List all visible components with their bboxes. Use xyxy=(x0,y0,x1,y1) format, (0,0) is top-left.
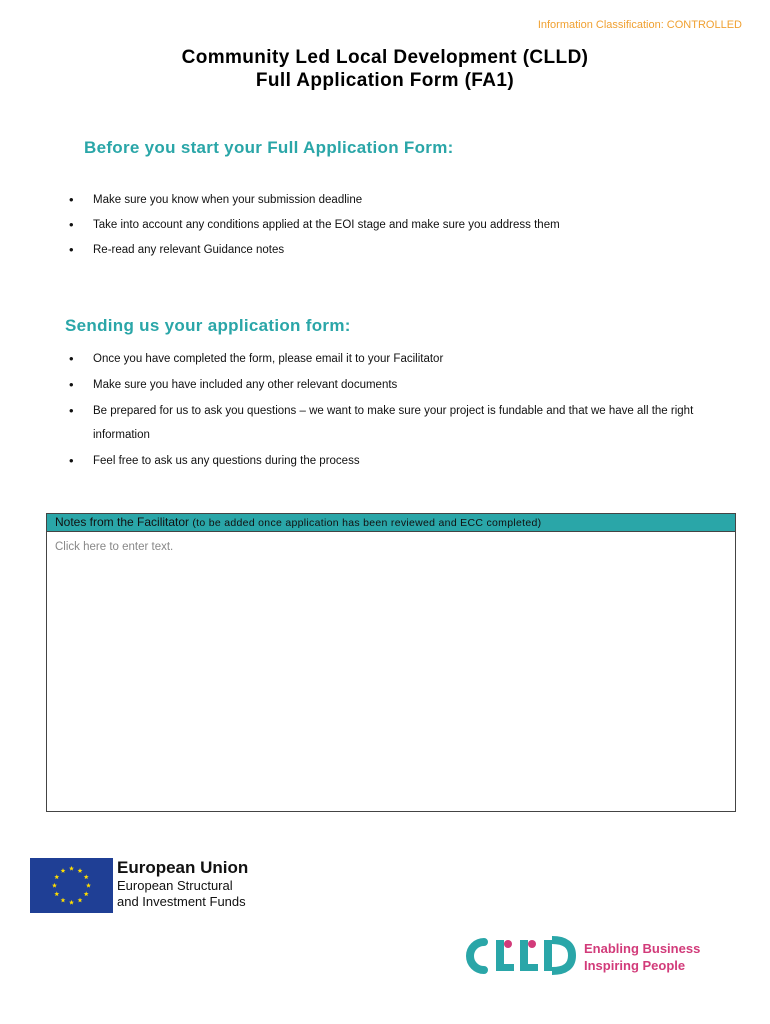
list-item: • Take into account any conditions applied at the EOI stage and make sure you address them xyxy=(0,213,733,238)
eu-star-icon xyxy=(61,868,66,873)
eu-star-icon xyxy=(69,866,74,871)
document-title xyxy=(0,46,770,92)
notes-text-field[interactable]: Click here to enter text. xyxy=(55,541,174,553)
eu-subtitle-1: European Structural xyxy=(117,878,233,893)
before-list xyxy=(0,188,733,263)
eu-star-icon xyxy=(69,900,74,905)
list-item: • Make sure you have included any other relevant documents xyxy=(0,373,733,397)
sending-list xyxy=(0,347,733,475)
list-item: • Make sure you know when your submission deadline xyxy=(0,188,733,213)
classification-label: Information Classification: CONTROLLED xyxy=(537,19,742,31)
list-item: • Once you have completed the form, please email it to your Facilitator xyxy=(0,347,733,371)
eu-star-icon xyxy=(54,874,59,879)
notes-sublabel: (to be added once application has been reviewed and ECC completed) xyxy=(192,517,542,529)
clld-logo-icon xyxy=(466,936,576,976)
clld-tagline-1: Enabling Business xyxy=(584,941,701,956)
title-line-1: Community Led Local Development (CLLD) xyxy=(181,47,589,68)
list-item: • Re-read any relevant Guidance notes xyxy=(0,238,733,263)
notes-header xyxy=(47,514,735,532)
clld-tagline-2: Inspiring People xyxy=(584,958,686,973)
facilitator-notes-box xyxy=(46,513,736,812)
eu-star-icon xyxy=(84,891,89,896)
title-line-2: Full Application Form (FA1) xyxy=(255,70,515,91)
eu-logo-text xyxy=(117,858,248,910)
eu-star-icon xyxy=(52,883,57,888)
eu-star-icon xyxy=(86,883,91,888)
list-item: • Be prepared for us to ask you questions – we want to make sure your project is fundable and that we have all the right information xyxy=(0,399,733,447)
eu-title: European Union xyxy=(117,858,249,877)
sending-heading: Sending us your application form: xyxy=(65,316,351,335)
eu-star-icon xyxy=(78,898,83,903)
eu-star-icon xyxy=(78,868,83,873)
list-item: • Feel free to ask us any questions during the process xyxy=(0,449,733,473)
notes-label: Notes from the Facilitator xyxy=(55,515,190,529)
eu-flag-icon xyxy=(30,858,113,913)
eu-subtitle-2: and Investment Funds xyxy=(117,894,246,909)
clld-tagline xyxy=(584,940,700,974)
eu-star-icon xyxy=(61,898,66,903)
eu-star-icon xyxy=(84,874,89,879)
eu-star-icon xyxy=(54,891,59,896)
before-heading: Before you start your Full Application Form: xyxy=(84,138,454,157)
